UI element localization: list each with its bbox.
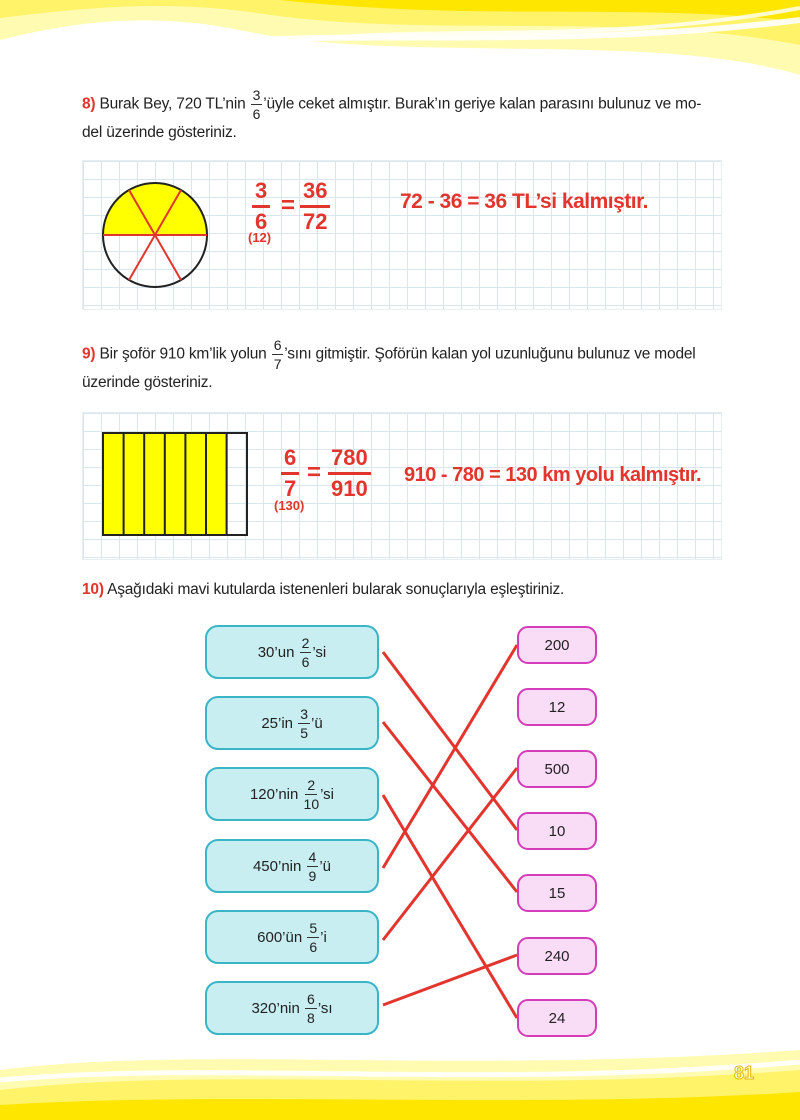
question-number: 9) (82, 345, 96, 363)
question-number: 8) (82, 95, 96, 113)
match-left-box[interactable]: 600’ün $\frac{5}{6}$ ’i (205, 910, 379, 964)
question-8-text-line2: del üzerinde gösteriniz. (82, 124, 237, 141)
match-right-box[interactable]: 200 (517, 626, 597, 664)
equals-sign: = (281, 192, 296, 219)
expansion-multiplier: (12) (248, 230, 272, 245)
question-fraction: $\frac{6}{7}$ (273, 337, 282, 372)
match-right-box[interactable]: 24 (517, 999, 597, 1037)
answer-result: 910 - 780 = 130 km yolu kalmıştır. (404, 464, 702, 486)
answer-fraction-left: 6 7 (281, 447, 299, 500)
page-number: 81 (734, 1063, 755, 1083)
match-right-box[interactable]: 500 (517, 750, 597, 788)
question-9-text: 9) Bir şoför 910 km’lik yolun $\frac{6}{7}$ ’sını gitmiştir. Şoförün kalan yol uzunluğunu bulunuz ve model (82, 337, 696, 372)
match-left-box[interactable]: 320’nin $\frac{6}{8}$ ’sı (205, 981, 379, 1035)
question-fraction: $\frac{3}{6}$ (252, 87, 261, 122)
answer-result: 72 - 36 = 36 TL’si kalmıştır. (400, 190, 648, 213)
match-left-box[interactable]: 30’un $\frac{2}{6}$ ’si (205, 625, 379, 679)
answer-fraction-left: 3 6 (252, 180, 270, 233)
expansion-multiplier: (130) (274, 498, 305, 513)
question-number: 10) (82, 581, 104, 598)
match-right-box[interactable]: 240 (517, 937, 597, 975)
match-left-box[interactable]: 450’nin $\frac{4}{9}$ ’ü (205, 839, 379, 893)
match-right-box[interactable]: 12 (517, 688, 597, 726)
question-10-text: 10) Aşağıdaki mavi kutularda istenenleri bularak sonuçlarıyla eşleştiriniz. (82, 581, 565, 598)
question-9-text-line2: üzerinde gösteriniz. (82, 374, 213, 391)
equals-sign: = (307, 459, 322, 486)
answer-fraction-right: 36 72 (300, 180, 330, 233)
answer-fraction-right: 780 910 (328, 447, 371, 500)
match-right-box[interactable]: 15 (517, 874, 597, 912)
question-8-text: 8) Burak Bey, 720 TL’nin $\frac{3}{6}$ ’üyle ceket almıştır. Burak’ın geriye kalan parasını bulunuz ve mo- (82, 87, 702, 122)
match-left-box[interactable]: 25’in $\frac{3}{5}$ ’ü (205, 696, 379, 750)
match-left-box[interactable]: 120’nin $\frac{2}{10}$ ’si (205, 767, 379, 821)
match-right-box[interactable]: 10 (517, 812, 597, 850)
